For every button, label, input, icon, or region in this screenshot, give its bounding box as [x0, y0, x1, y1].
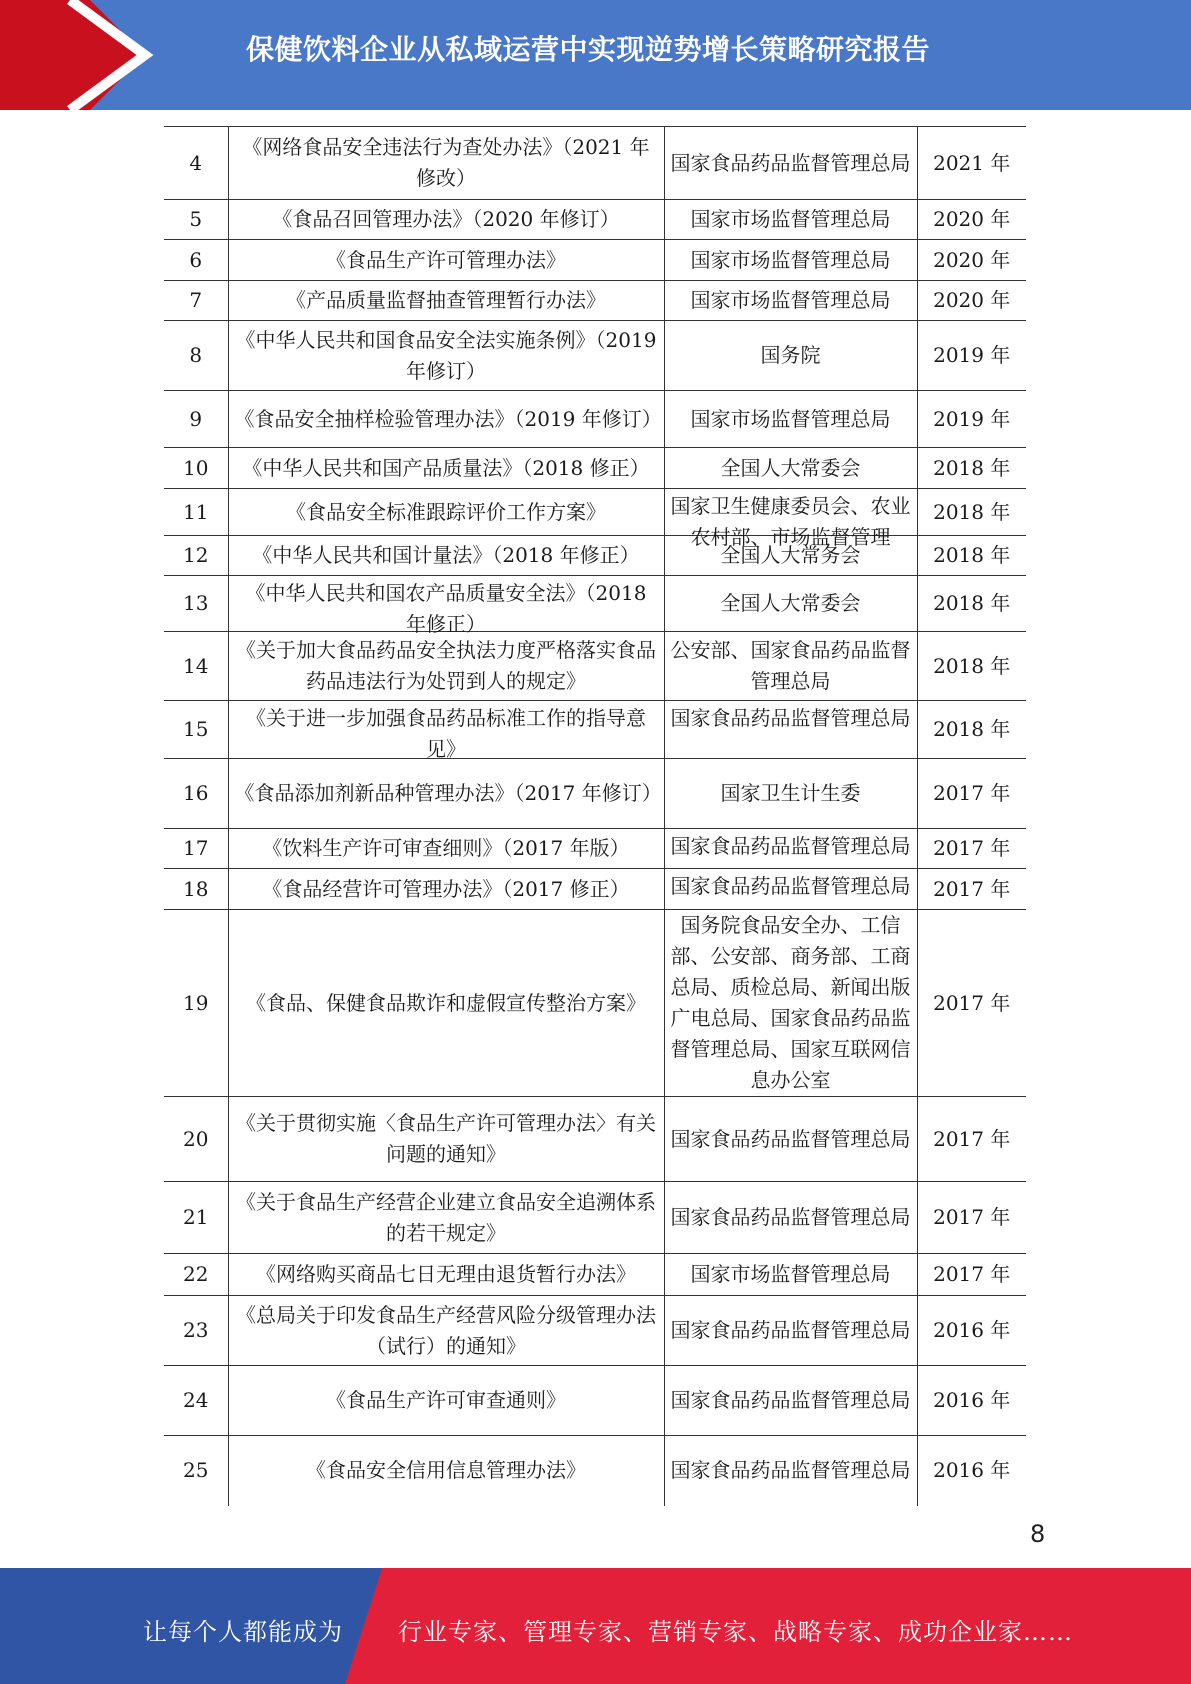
issue-year: 2016 年 [917, 1296, 1026, 1366]
issuing-authority: 国家市场监督管理总局 [664, 281, 917, 321]
row-number: 8 [164, 321, 228, 391]
issue-year: 2019 年 [917, 321, 1026, 391]
regulation-name: 《网络食品安全违法行为查处办法》（2021 年修改） [228, 127, 664, 200]
issuing-authority: 全国人大常委会 [664, 576, 917, 632]
issuer-clip: 国家食品药品监督管理总局 [670, 834, 911, 858]
row-number: 15 [164, 701, 228, 759]
table-row [164, 1254, 1026, 1296]
issuing-authority [664, 829, 917, 869]
regulation-name [228, 576, 664, 636]
row-number: 14 [164, 632, 228, 701]
issuing-authority: 国家市场监督管理总局 [664, 1254, 917, 1296]
issuing-authority [664, 701, 917, 759]
regulation-name: 《总局关于印发食品生产经营风险分级管理办法（试行）的通知》 [228, 1296, 664, 1366]
row-number: 19 [164, 910, 228, 1097]
issue-year: 2017 年 [917, 1097, 1026, 1182]
table-row [164, 701, 1026, 759]
issue-year: 2017 年 [917, 829, 1026, 869]
table-row [164, 489, 1026, 536]
regulation-name: 《中华人民共和国计量法》（2018 年修正） [228, 536, 664, 576]
issue-year: 2020 年 [917, 240, 1026, 281]
row-number: 22 [164, 1254, 228, 1296]
issuing-authority [664, 489, 917, 549]
regulation-name: 《关于加大食品药品安全执法力度严格落实食品药品违法行为处罚到人的规定》 [228, 632, 664, 701]
issuer-clip: 国家食品药品监督管理总局 [670, 874, 911, 898]
table-row [164, 127, 1026, 200]
table-row [164, 1296, 1026, 1366]
issue-year: 2018 年 [917, 701, 1026, 759]
regulation-name: 《饮料生产许可审查细则》（2017 年版） [228, 829, 664, 869]
row-number: 10 [164, 448, 228, 489]
row-number: 5 [164, 200, 228, 240]
issuing-authority: 国家食品药品监督管理总局 [664, 1436, 917, 1506]
regulation-name: 《关于贯彻实施〈食品生产许可管理办法〉有关问题的通知》 [228, 1097, 664, 1182]
issue-year: 2018 年 [917, 632, 1026, 701]
issuing-authority: 国务院 [664, 321, 917, 391]
table-row [164, 321, 1026, 391]
row-number: 20 [164, 1097, 228, 1182]
issue-year: 2021 年 [917, 127, 1026, 200]
row-number: 6 [164, 240, 228, 281]
issuer-clip: 国家食品药品监督管理总局 [670, 706, 911, 730]
issuing-authority: 国家卫生计生委 [664, 759, 917, 829]
issue-year: 2018 年 [917, 448, 1026, 489]
table-row [164, 632, 1026, 701]
row-number: 17 [164, 829, 228, 869]
row-number: 13 [164, 576, 228, 632]
regulations-table [164, 126, 1026, 1506]
issuing-authority: 国家市场监督管理总局 [664, 391, 917, 448]
issuing-authority: 国家食品药品监督管理总局 [664, 1097, 917, 1182]
regulation-name: 《中华人民共和国食品安全法实施条例》（2019 年修订） [228, 321, 664, 391]
regulation-name: 《食品生产许可管理办法》 [228, 240, 664, 281]
table-row [164, 829, 1026, 869]
footer-slogan-left: 让每个人都能成为 [143, 1618, 343, 1646]
issue-year: 2017 年 [917, 1182, 1026, 1254]
issuing-authority: 全国人大常务会 [664, 536, 917, 576]
page-number: 8 [1030, 1520, 1046, 1548]
row-number: 12 [164, 536, 228, 576]
table-row [164, 281, 1026, 321]
regulation-name: 《食品、保健食品欺诈和虚假宣传整治方案》 [228, 910, 664, 1097]
issuing-authority: 国家食品药品监督管理总局 [664, 1366, 917, 1436]
table-row [164, 240, 1026, 281]
regulation-name: 《食品召回管理办法》（2020 年修订） [228, 200, 664, 240]
table-row [164, 536, 1026, 576]
row-number: 9 [164, 391, 228, 448]
regulation-name: 《食品安全信用信息管理办法》 [228, 1436, 664, 1506]
row-number: 21 [164, 1182, 228, 1254]
regulation-name: 《食品添加剂新品种管理办法》（2017 年修订） [228, 759, 664, 829]
issuing-authority: 国家食品药品监督管理总局 [664, 1182, 917, 1254]
report-title: 保健饮料企业从私域运营中实现逆势增长策略研究报告 [246, 33, 931, 66]
row-number: 18 [164, 869, 228, 910]
regulation-name: 《食品安全抽样检验管理办法》（2019 年修订） [228, 391, 664, 448]
table-row [164, 576, 1026, 632]
table-row [164, 910, 1026, 1097]
regulation-name: 《网络购买商品七日无理由退货暂行办法》 [228, 1254, 664, 1296]
row-number: 24 [164, 1366, 228, 1436]
table-row [164, 391, 1026, 448]
table-row [164, 1436, 1026, 1506]
regulation-name: 《食品生产许可审查通则》 [228, 1366, 664, 1436]
table-row [164, 1182, 1026, 1254]
issuing-authority: 国务院食品安全办、工信部、公安部、商务部、工商总局、质检总局、新闻出版广电总局、国家食品药品监督管理总局、国家互联网信息办公室 [664, 910, 917, 1097]
regulation-name: 《中华人民共和国产品质量法》（2018 修正） [228, 448, 664, 489]
name-clip: 《关于进一步加强食品药品标准工作的指导意见》 [246, 706, 646, 761]
issuing-authority: 国家食品药品监督管理总局 [664, 1296, 917, 1366]
issue-year: 2019 年 [917, 391, 1026, 448]
table-row [164, 448, 1026, 489]
issue-year: 2020 年 [917, 200, 1026, 240]
row-number: 11 [164, 489, 228, 536]
row-number: 4 [164, 127, 228, 200]
issuing-authority: 公安部、国家食品药品监督管理总局 [664, 632, 917, 701]
issue-year: 2017 年 [917, 1254, 1026, 1296]
regulation-name: 《食品安全标准跟踪评价工作方案》 [228, 489, 664, 536]
issuing-authority: 国家食品药品监督管理总局 [664, 127, 917, 200]
issue-year: 2017 年 [917, 869, 1026, 910]
table-row [164, 869, 1026, 910]
regulation-name: 《关于食品生产经营企业建立食品安全追溯体系的若干规定》 [228, 1182, 664, 1254]
row-number: 16 [164, 759, 228, 829]
table-row [164, 200, 1026, 240]
issue-year: 2017 年 [917, 910, 1026, 1097]
issue-year: 2018 年 [917, 489, 1026, 536]
regulation-name: 《产品质量监督抽查管理暂行办法》 [228, 281, 664, 321]
footer-slogan-right: 行业专家、管理专家、营销专家、战略专家、成功企业家…… [398, 1618, 1073, 1646]
issuing-authority: 国家市场监督管理总局 [664, 200, 917, 240]
table-row [164, 1366, 1026, 1436]
table-row [164, 1097, 1026, 1182]
issue-year: 2017 年 [917, 759, 1026, 829]
issuer-clip: 国家卫生健康委员会、农业农村部、市场监督管理 [670, 494, 911, 549]
issue-year: 2020 年 [917, 281, 1026, 321]
issue-year: 2018 年 [917, 576, 1026, 632]
name-clip: 《中华人民共和国农产品质量安全法》（2018 年修正） [245, 581, 647, 636]
report-header [0, 0, 1191, 110]
row-number: 25 [164, 1436, 228, 1506]
row-number: 23 [164, 1296, 228, 1366]
issuing-authority: 全国人大常委会 [664, 448, 917, 489]
issuing-authority [664, 869, 917, 910]
issue-year: 2016 年 [917, 1436, 1026, 1506]
footer-banner [0, 1568, 1191, 1684]
regulation-name: 《食品经营许可管理办法》（2017 修正） [228, 869, 664, 910]
regulation-name [228, 701, 664, 759]
row-number: 7 [164, 281, 228, 321]
table-row [164, 759, 1026, 829]
issue-year: 2016 年 [917, 1366, 1026, 1436]
issue-year: 2018 年 [917, 536, 1026, 576]
issuing-authority: 国家市场监督管理总局 [664, 240, 917, 281]
